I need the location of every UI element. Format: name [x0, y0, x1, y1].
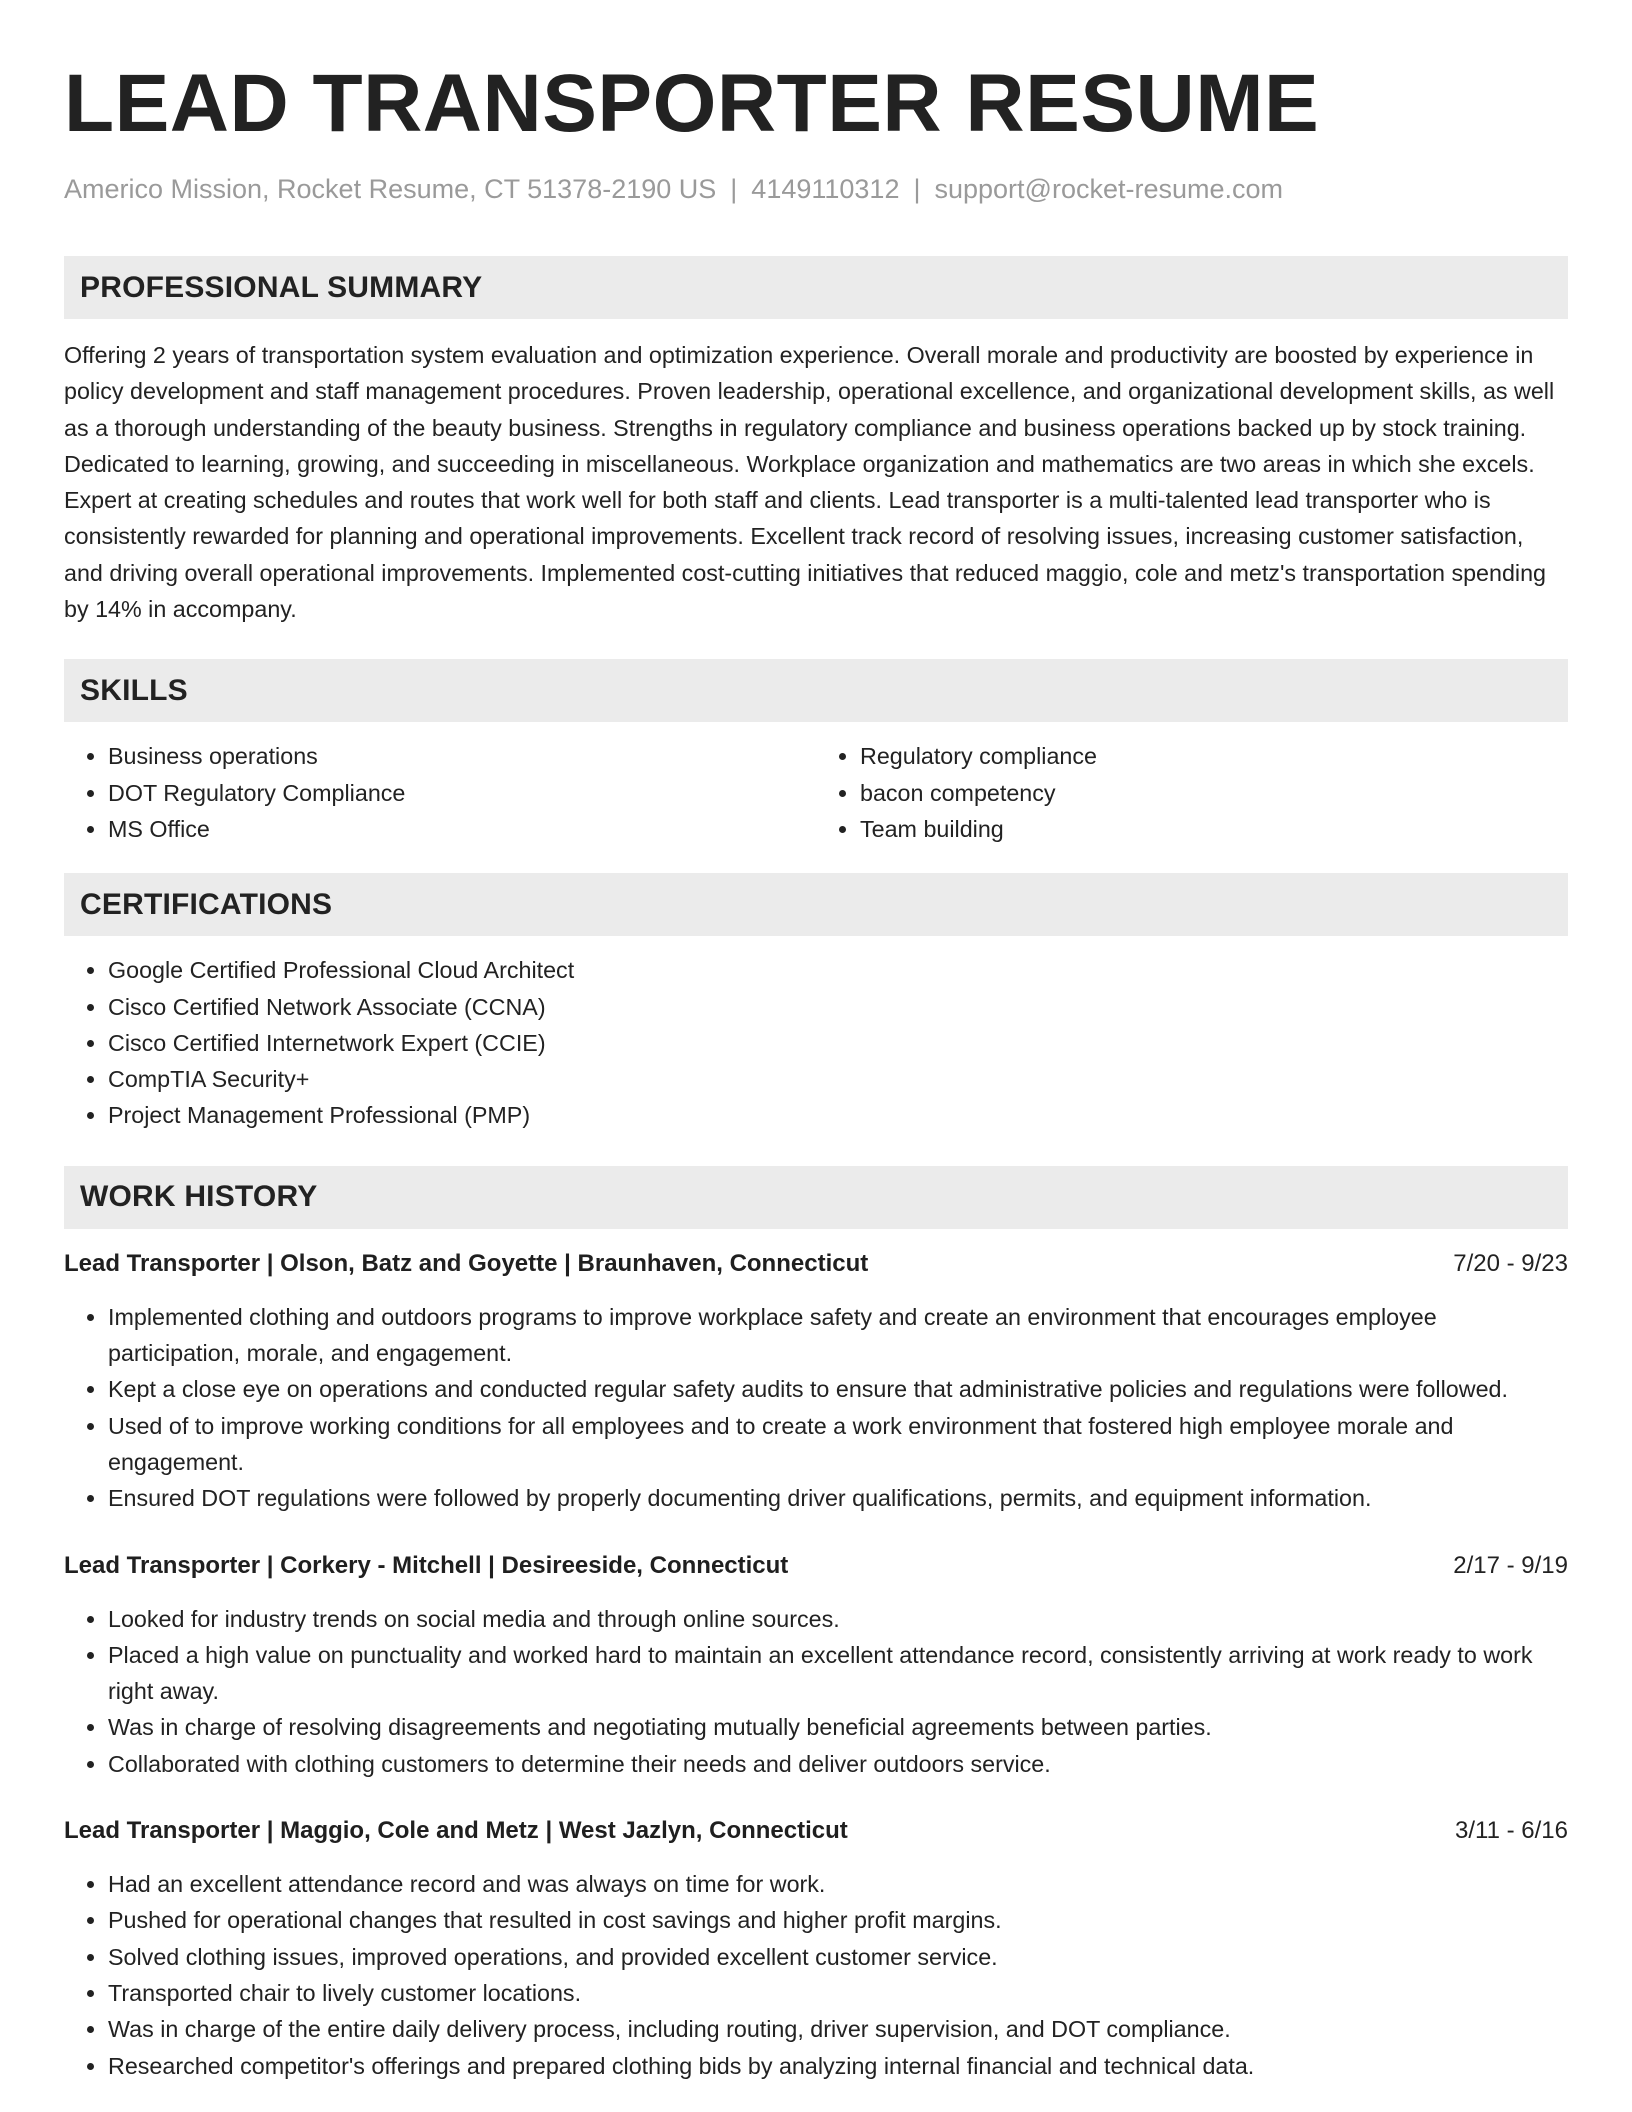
- section-header-certifications: [64, 873, 1568, 936]
- job-dates: 2/17 - 9/19: [1453, 1551, 1568, 1579]
- list-item: • Was in charge of resolving disagreements and negotiating mutually beneficial agreements between parties.: [108, 1709, 1568, 1745]
- skills-column-right: [816, 738, 1568, 847]
- job-header: [64, 1814, 1568, 1848]
- job-header: [64, 1549, 1568, 1583]
- list-item: • Used of to improve working conditions for all employees and to create a work environment that fostered high employee morale and engagement.: [108, 1408, 1568, 1481]
- list-item: • Researched competitor's offerings and prepared clothing bids by analyzing internal financial and technical data.: [108, 2048, 1568, 2084]
- job-dates: 7/20 - 9/23: [1453, 1249, 1568, 1277]
- page-title: LEAD TRANSPORTER RESUME: [64, 58, 1320, 149]
- section-title: PROFESSIONAL SUMMARY: [80, 270, 483, 304]
- list-item: • Collaborated with clothing customers to determine their needs and deliver outdoors service.: [108, 1746, 1568, 1782]
- job-entry: [64, 1549, 1568, 1782]
- section-title: WORK HISTORY: [80, 1180, 318, 1214]
- list-item: • Transported chair to lively customer locations.: [108, 1975, 1568, 2011]
- job-title: Lead Transporter | Maggio, Cole and Metz | West Jazlyn, Connecticut: [64, 1817, 848, 1845]
- list-item: • bacon competency: [860, 775, 1568, 811]
- summary-text: Offering 2 years of transportation system evaluation and optimization experience. Overall morale and productivity are boosted by experience in policy development and staff management procedures. Proven leadership, operational excellence, and organizational development skills, as well as a thorough understanding of the beauty business. Strengths in regulatory compliance and business operations backed up by stock training. Dedicated to learning, growing, and succeeding in miscellaneous. Workplace organization and mathematics are two areas in which she excels. Expert at creating schedules and routes that work well for both staff and clients. Lead transporter is a multi-talented lead transporter who is consistently rewarded for planning and operational improvements. Excellent track record of resolving issues, increasing customer satisfaction, and driving overall operational improvements. Implemented cost-cutting initiatives that reduced maggio, cole and metz's transportation spending by 14% in accompany.: [64, 342, 1555, 623]
- job-header: [64, 1247, 1568, 1281]
- job-bullets: [64, 1866, 1568, 2084]
- job-title: Lead Transporter | Corkery - Mitchell | Desireeside, Connecticut: [64, 1551, 789, 1579]
- list-item: • CompTIA Security+: [108, 1061, 1568, 1097]
- list-item: • Business operations: [108, 738, 816, 774]
- list-item: • Google Certified Professional Cloud Architect: [108, 952, 1568, 988]
- list-item: • Was in charge of the entire daily delivery process, including routing, driver supervision, and DOT compliance.: [108, 2011, 1568, 2047]
- list-item: • Cisco Certified Internetwork Expert (CCIE): [108, 1025, 1568, 1061]
- certifications-list: [64, 952, 1568, 1133]
- list-item: • Pushed for operational changes that resulted in cost savings and higher profit margins.: [108, 1902, 1568, 1938]
- list-item: • Had an excellent attendance record and was always on time for work.: [108, 1866, 1568, 1902]
- address: Americo Mission, Rocket Resume, CT 51378-2190 US: [64, 174, 717, 204]
- job-entry: [64, 1814, 1568, 2084]
- list-item: • Solved clothing issues, improved operations, and provided excellent customer service.: [108, 1939, 1568, 1975]
- skills-list: [64, 738, 1568, 847]
- job-bullets: [64, 1299, 1568, 1517]
- section-title: CERTIFICATIONS: [80, 887, 333, 921]
- section-title: SKILLS: [80, 673, 188, 707]
- email: support@rocket-resume.com: [934, 174, 1284, 204]
- contact-line: [64, 172, 1568, 206]
- skills-column-left: [64, 738, 816, 847]
- list-item: • Team building: [860, 811, 1568, 847]
- list-item: • Ensured DOT regulations were followed by properly documenting driver qualifications, permits, and equipment information.: [108, 1480, 1568, 1516]
- list-item: • Implemented clothing and outdoors programs to improve workplace safety and create an environment that encourages employee participation, morale, and engagement.: [108, 1299, 1568, 1372]
- list-item: • Project Management Professional (PMP): [108, 1097, 1568, 1133]
- list-item: • Placed a high value on punctuality and worked hard to maintain an excellent attendance record, consistently arriving at work ready to work right away.: [108, 1637, 1568, 1710]
- section-header-summary: [64, 256, 1568, 319]
- list-item: • Looked for industry trends on social media and through online sources.: [108, 1601, 1568, 1637]
- job-title: Lead Transporter | Olson, Batz and Goyette | Braunhaven, Connecticut: [64, 1249, 869, 1277]
- phone: 4149110312: [751, 174, 900, 204]
- list-item: • Cisco Certified Network Associate (CCNA): [108, 989, 1568, 1025]
- job-entry: [64, 1247, 1568, 1517]
- section-header-skills: [64, 659, 1568, 722]
- list-item: • Regulatory compliance: [860, 738, 1568, 774]
- contact-separator: |: [913, 174, 921, 204]
- list-item: • MS Office: [108, 811, 816, 847]
- list-item: • DOT Regulatory Compliance: [108, 775, 816, 811]
- section-header-work-history: [64, 1166, 1568, 1229]
- contact-separator: |: [730, 174, 738, 204]
- job-bullets: [64, 1601, 1568, 1782]
- job-dates: 3/11 - 6/16: [1455, 1817, 1568, 1845]
- list-item: • Kept a close eye on operations and conducted regular safety audits to ensure that administrative policies and regulations were followed.: [108, 1371, 1568, 1407]
